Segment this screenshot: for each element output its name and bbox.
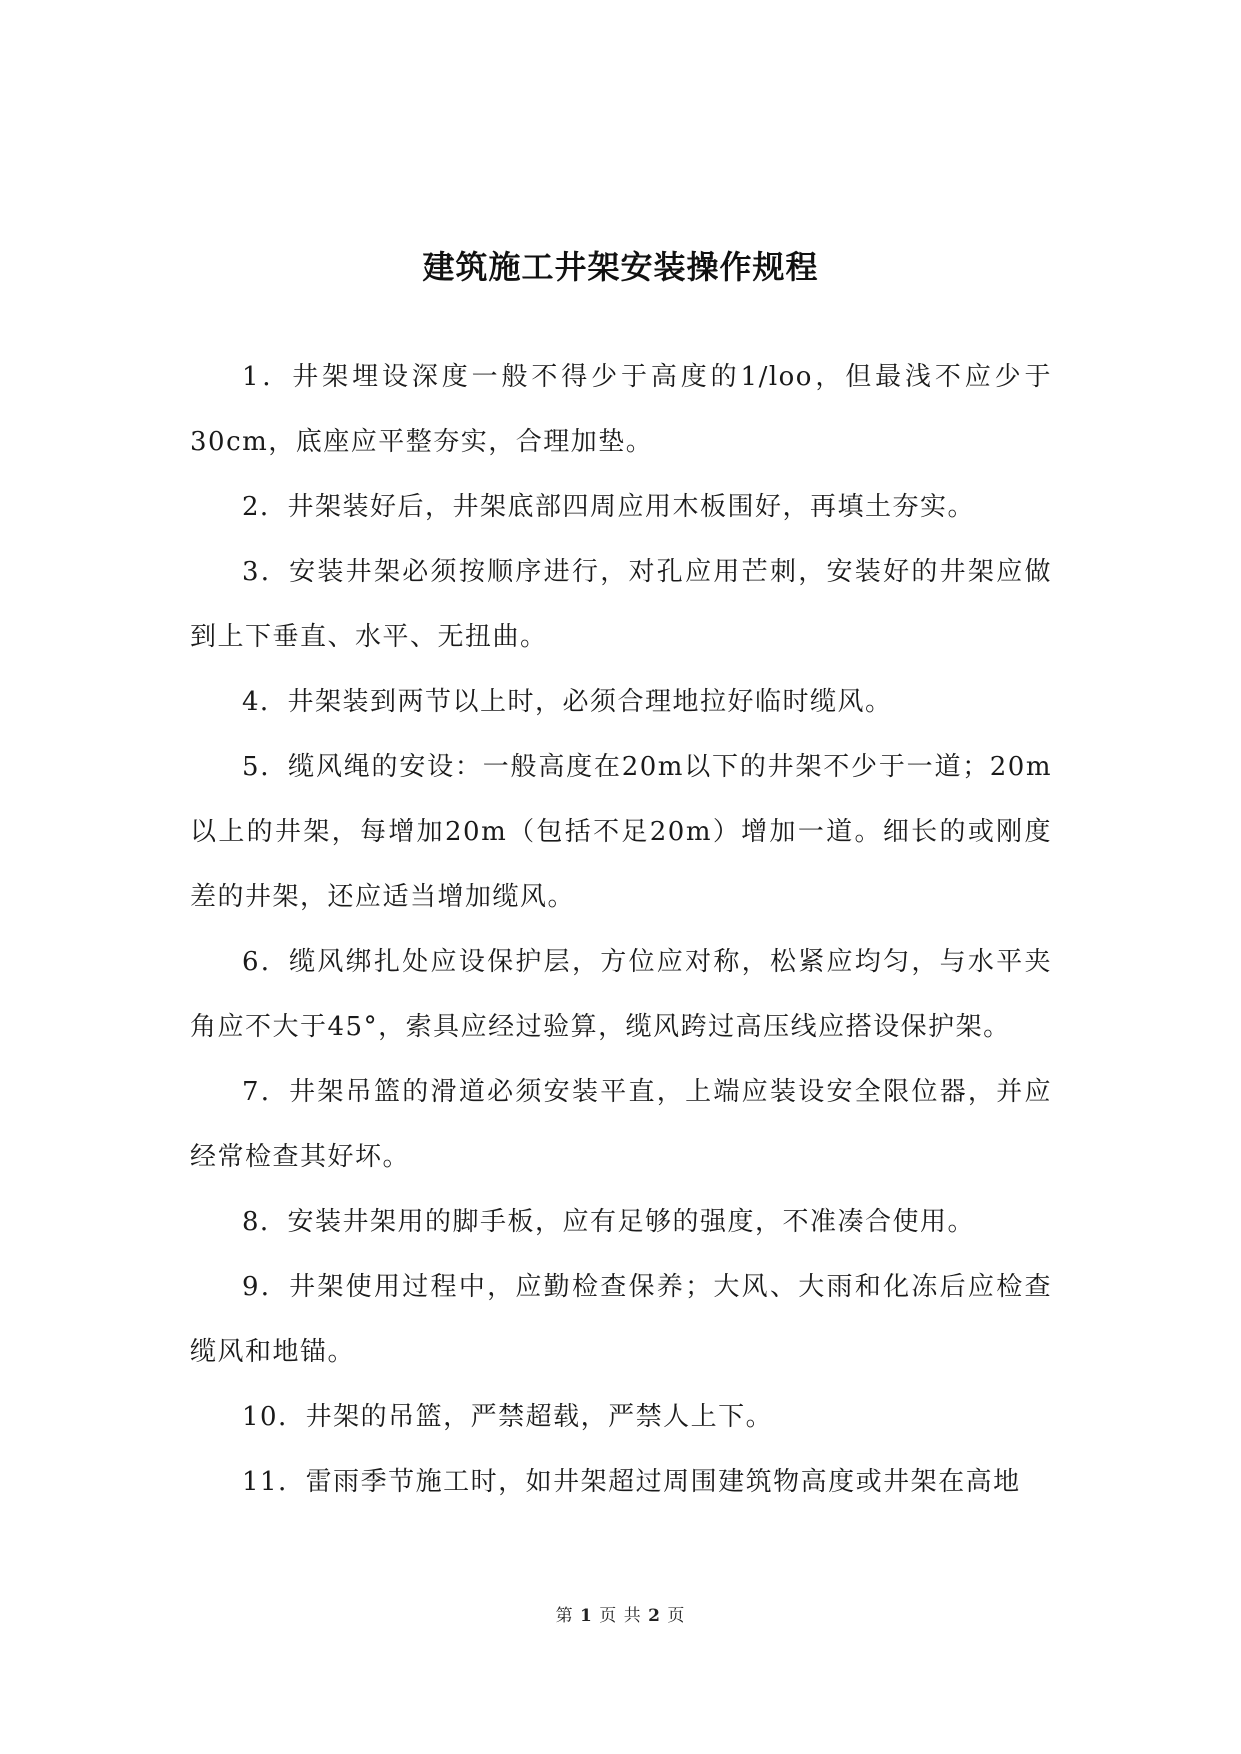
footer-suffix: 页	[667, 1606, 686, 1626]
paragraph-2: 2．井架装好后，井架底部四周应用木板围好，再填土夯实。	[242, 492, 976, 522]
paragraph-5: 5．缆风绳的安设：一般高度在20m以下的井架不少于一道；20m以上的井架，每增加20m（包括不足20m）增加一道。细长的或刚度差的井架，还应适当增加缆风。	[190, 752, 1052, 912]
document-body	[190, 345, 1052, 1515]
paragraph-10: 10．井架的吊篮，严禁超载，严禁人上下。	[242, 1402, 774, 1432]
paragraph-7: 7．井架吊篮的滑道必须安装平直，上端应装设安全限位器，并应经常检查其好坏。	[190, 1077, 1052, 1172]
paragraph-1: 1．井架埋设深度一般不得少于高度的1/loo，但最浅不应少于30cm，底座应平整夯实，合理加垫。	[190, 362, 1052, 457]
document-title: 建筑施工井架安装操作规程	[422, 248, 819, 287]
paragraph-6: 6．缆风绑扎处应设保护层，方位应对称，松紧应均匀，与水平夹角应不大于45°，索具应经过验算，缆风跨过高压线应搭设保护架。	[190, 947, 1052, 1042]
paragraph-9: 9．井架使用过程中，应勤检查保养；大风、大雨和化冻后应检查缆风和地锚。	[190, 1272, 1052, 1367]
footer-total-pages: 2	[648, 1606, 661, 1626]
paragraph-11: 11．雷雨季节施工时，如井架超过周围建筑物高度或井架在高地	[242, 1467, 1021, 1497]
paragraph-8: 8．安装井架用的脚手板，应有足够的强度，不准凑合使用。	[242, 1207, 976, 1237]
footer-middle: 页 共	[599, 1606, 642, 1626]
footer-page-number: 1	[580, 1606, 593, 1626]
page-footer	[0, 1604, 1241, 1628]
paragraph-4: 4．井架装到两节以上时，必须合理地拉好临时缆风。	[242, 687, 893, 717]
footer-prefix: 第	[555, 1606, 574, 1626]
paragraph-3: 3．安装井架必须按顺序进行，对孔应用芒刺，安装好的井架应做到上下垂直、水平、无扭曲。	[190, 557, 1052, 652]
